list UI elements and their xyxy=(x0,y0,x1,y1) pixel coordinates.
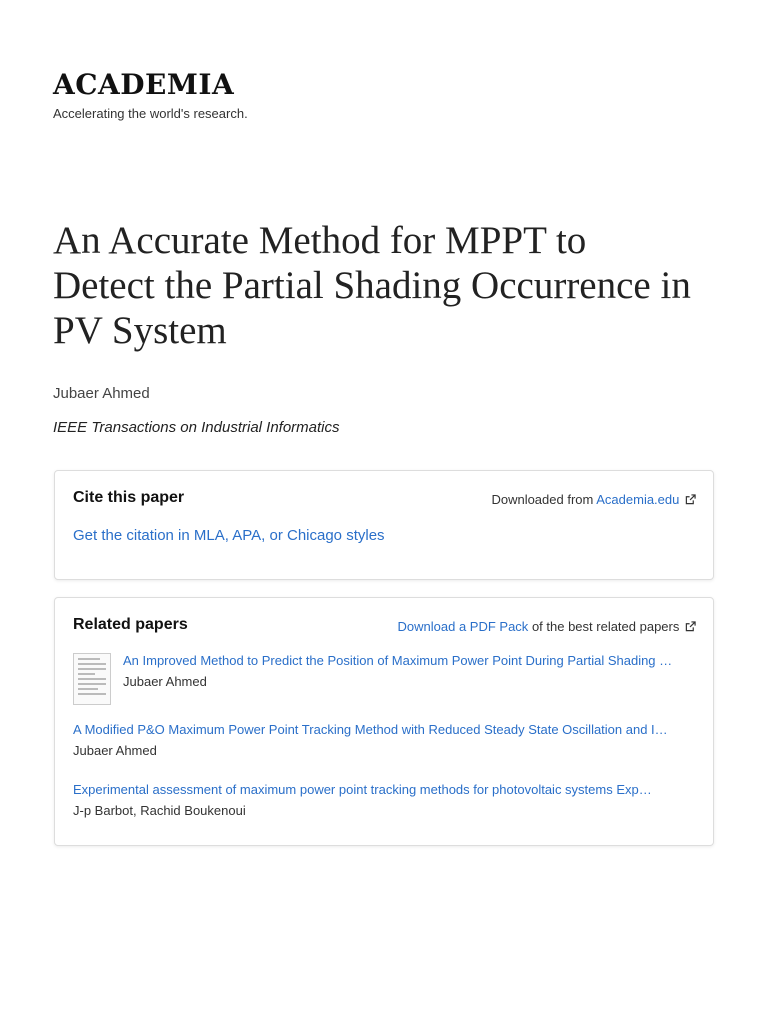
related-paper-title[interactable]: An Improved Method to Predict the Position of Maximum Power Point During Partial Shading … xyxy=(123,653,673,668)
citation-styles-link[interactable]: Get the citation in MLA, APA, or Chicago styles xyxy=(73,527,385,544)
academia-logo[interactable]: ACADEMIA xyxy=(53,68,235,101)
downloaded-prefix: Downloaded from xyxy=(491,492,594,507)
paper-journal: IEEE Transactions on Industrial Informatics xyxy=(53,419,340,436)
paper-title: An Accurate Method for MPPT to Detect the Partial Shading Occurrence in PV System xyxy=(53,219,691,352)
cite-card xyxy=(54,470,714,580)
related-paper-item xyxy=(73,722,693,758)
downloaded-from xyxy=(491,492,696,507)
related-paper-title[interactable]: Experimental assessment of maximum power point tracking methods for photovoltaic systems Exp… xyxy=(73,782,652,797)
paper-thumbnail-icon[interactable] xyxy=(73,653,111,705)
related-paper-authors: Jubaer Ahmed xyxy=(123,674,207,689)
related-paper-item xyxy=(73,653,693,689)
brand-tagline: Accelerating the world's research. xyxy=(53,106,248,121)
brand-header xyxy=(53,68,248,121)
academia-link[interactable]: Academia.edu xyxy=(596,492,680,507)
related-paper-item xyxy=(73,782,693,818)
related-paper-title[interactable]: A Modified P&O Maximum Power Point Tracking Method with Reduced Steady State Oscillation and I… xyxy=(73,722,668,737)
external-link-icon[interactable] xyxy=(685,494,696,505)
external-link-icon[interactable] xyxy=(685,621,696,632)
related-heading: Related papers xyxy=(73,616,188,633)
related-paper-authors: Jubaer Ahmed xyxy=(73,743,157,758)
pdf-pack xyxy=(398,619,696,634)
cite-heading: Cite this paper xyxy=(73,489,185,506)
download-pdf-pack-link[interactable]: Download a PDF Pack xyxy=(397,619,529,634)
paper-author: Jubaer Ahmed xyxy=(53,385,150,402)
related-papers-card xyxy=(54,597,714,846)
pdf-pack-suffix: of the best related papers xyxy=(531,619,680,634)
related-paper-authors: J-p Barbot, Rachid Boukenoui xyxy=(73,803,246,818)
